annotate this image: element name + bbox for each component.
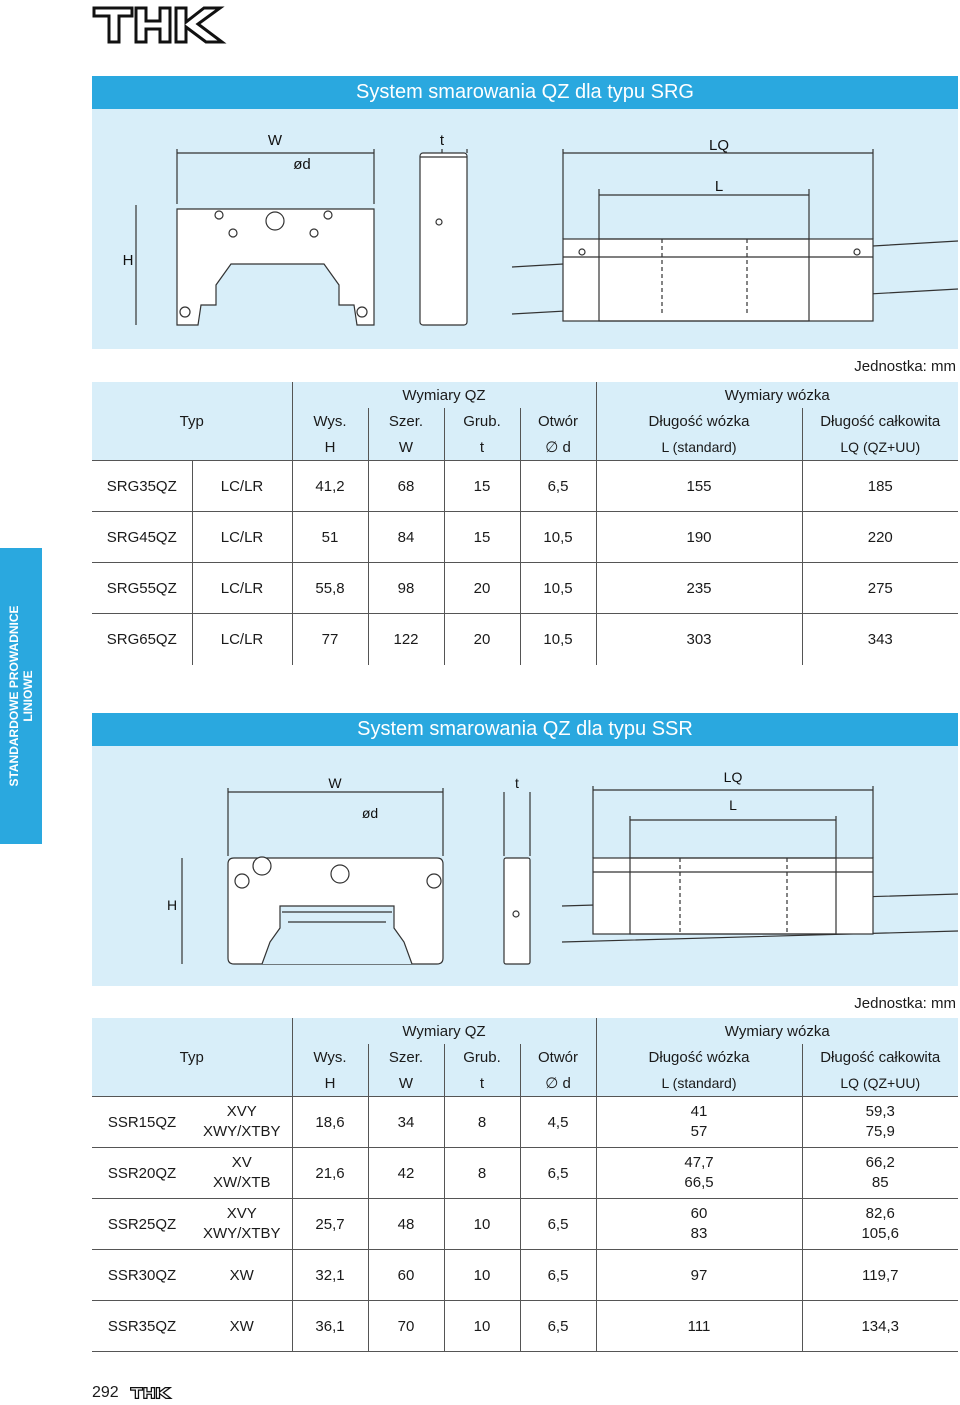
cell-t: 8 bbox=[444, 1097, 520, 1148]
cell-L-2: 66,5 bbox=[684, 1174, 714, 1191]
cell-t: 15 bbox=[444, 461, 520, 512]
ssr-label-H: H bbox=[166, 897, 178, 913]
cell-d: 6,5 bbox=[520, 461, 596, 512]
ssr-diagram bbox=[92, 746, 958, 986]
srg-spec-table bbox=[92, 382, 958, 665]
cell-LQ: 134,3 bbox=[802, 1301, 958, 1352]
table-row bbox=[92, 1301, 958, 1352]
cell-LQ: 343 bbox=[802, 614, 958, 665]
header-sym-LQ: LQ (QZ+UU) bbox=[802, 1070, 958, 1097]
cell-model: SRG55QZ bbox=[92, 563, 192, 614]
cell-LQ: 119,7 bbox=[802, 1250, 958, 1301]
header-group-block: Wymiary wózka bbox=[596, 382, 958, 408]
cell-LQ-2: 105,6 bbox=[861, 1225, 900, 1242]
thk-logo bbox=[92, 4, 232, 46]
table-row bbox=[92, 1250, 958, 1301]
cell-L-2: 57 bbox=[690, 1123, 708, 1140]
header-sym-t: t bbox=[444, 1070, 520, 1097]
header-sym-t: t bbox=[444, 434, 520, 461]
table-header-row bbox=[92, 382, 958, 408]
header-group-qz: Wymiary QZ bbox=[292, 1018, 596, 1044]
srg-oil-hole-icon bbox=[266, 212, 284, 230]
cell-t: 20 bbox=[444, 614, 520, 665]
cell-W: 98 bbox=[368, 563, 444, 614]
cell-LQ: 275 bbox=[802, 563, 958, 614]
header-sym-L: L (standard) bbox=[596, 434, 802, 461]
cell-H: 21,6 bbox=[292, 1148, 368, 1199]
cell-L: 190 bbox=[596, 512, 802, 563]
header-sym-d: d bbox=[562, 439, 571, 456]
cell-variant: XW bbox=[192, 1250, 292, 1301]
cell-L-1: 60 bbox=[690, 1205, 708, 1222]
cell-t: 10 bbox=[444, 1301, 520, 1352]
srg-unit-label: Jednostka: mm bbox=[854, 358, 956, 375]
ssr-label-d: ød bbox=[361, 805, 379, 821]
cell-t: 15 bbox=[444, 512, 520, 563]
cell-H: 41,2 bbox=[292, 461, 368, 512]
header-sym-L: L (standard) bbox=[596, 1070, 802, 1097]
ssr-label-L: L bbox=[729, 797, 737, 813]
cell-H: 55,8 bbox=[292, 563, 368, 614]
ssr-unit-label: Jednostka: mm bbox=[854, 995, 956, 1012]
table-header-row bbox=[92, 1044, 958, 1070]
cell-variant-1: XVY bbox=[226, 1205, 257, 1222]
cell-H: 77 bbox=[292, 614, 368, 665]
cell-t: 10 bbox=[444, 1250, 520, 1301]
cell-t: 20 bbox=[444, 563, 520, 614]
header-sym-W: W bbox=[368, 1070, 444, 1097]
header-sym-W: W bbox=[368, 434, 444, 461]
cell-variant: LC/LR bbox=[192, 563, 292, 614]
cell-L: 235 bbox=[596, 563, 802, 614]
srg-label-LQ: LQ bbox=[708, 137, 730, 154]
header-sym-LQ: LQ (QZ+UU) bbox=[802, 434, 958, 461]
header-sym-d: d bbox=[562, 1075, 571, 1092]
cell-W: 60 bbox=[368, 1250, 444, 1301]
header-szer: Szer. bbox=[368, 408, 444, 434]
cell-d: 10,5 bbox=[520, 614, 596, 665]
header-typ: Typ bbox=[179, 1048, 204, 1066]
srg-diagram bbox=[92, 109, 958, 349]
cell-model: SSR30QZ bbox=[92, 1250, 192, 1301]
header-dl-calk: Długość całkowita bbox=[802, 408, 958, 434]
cell-W: 42 bbox=[368, 1148, 444, 1199]
cell-model: SRG65QZ bbox=[92, 614, 192, 665]
cell-L: 97 bbox=[596, 1250, 802, 1301]
cell-model: SSR20QZ bbox=[92, 1148, 192, 1199]
cell-H: 25,7 bbox=[292, 1199, 368, 1250]
ssr-label-W: W bbox=[328, 775, 342, 791]
ssr-section-title: System smarowania QZ dla typu SSR bbox=[92, 713, 958, 746]
table-row bbox=[92, 461, 958, 512]
cell-t: 10 bbox=[444, 1199, 520, 1250]
cell-LQ-2: 75,9 bbox=[865, 1123, 895, 1140]
cell-H: 18,6 bbox=[292, 1097, 368, 1148]
cell-L-1: 41 bbox=[690, 1103, 708, 1120]
thk-logo-small bbox=[130, 1386, 174, 1400]
cell-W: 68 bbox=[368, 461, 444, 512]
cell-variant: LC/LR bbox=[192, 512, 292, 563]
cell-LQ-1: 66,2 bbox=[865, 1154, 895, 1171]
header-otwor: Otwór bbox=[520, 1044, 596, 1070]
header-wys: Wys. bbox=[292, 1044, 368, 1070]
table-header-row bbox=[92, 1070, 958, 1097]
table-row bbox=[92, 512, 958, 563]
cell-variant: LC/LR bbox=[192, 461, 292, 512]
header-wys: Wys. bbox=[292, 408, 368, 434]
cell-d: 10,5 bbox=[520, 563, 596, 614]
header-otwor: Otwór bbox=[520, 408, 596, 434]
cell-W: 70 bbox=[368, 1301, 444, 1352]
header-typ: Typ bbox=[179, 412, 204, 430]
cell-W: 84 bbox=[368, 512, 444, 563]
header-szer: Szer. bbox=[368, 1044, 444, 1070]
cell-LQ-2: 85 bbox=[871, 1174, 889, 1191]
cell-variant-1: XV bbox=[231, 1154, 252, 1171]
header-grub: Grub. bbox=[444, 408, 520, 434]
cell-t: 8 bbox=[444, 1148, 520, 1199]
ssr-label-t: t bbox=[515, 775, 519, 791]
srg-label-H: H bbox=[122, 252, 134, 269]
cell-H: 51 bbox=[292, 512, 368, 563]
cell-variant: XW bbox=[192, 1301, 292, 1352]
cell-model: SSR15QZ bbox=[92, 1097, 192, 1148]
cell-LQ-1: 82,6 bbox=[865, 1205, 895, 1222]
cell-L-2: 83 bbox=[690, 1225, 708, 1242]
cell-LQ: 220 bbox=[802, 512, 958, 563]
table-row bbox=[92, 563, 958, 614]
diameter-icon: ∅ bbox=[545, 439, 563, 456]
cell-model: SRG35QZ bbox=[92, 461, 192, 512]
ssr-label-LQ: LQ bbox=[723, 769, 743, 785]
cell-d: 4,5 bbox=[520, 1097, 596, 1148]
cell-d: 6,5 bbox=[520, 1148, 596, 1199]
srg-label-t: t bbox=[439, 132, 445, 149]
cell-d: 6,5 bbox=[520, 1301, 596, 1352]
cell-L: 155 bbox=[596, 461, 802, 512]
cell-model: SSR25QZ bbox=[92, 1199, 192, 1250]
srg-label-L: L bbox=[714, 178, 724, 195]
header-dl-wozka: Długość wózka bbox=[596, 408, 802, 434]
table-header-row bbox=[92, 408, 958, 434]
srg-label-W: W bbox=[267, 132, 283, 149]
cell-W: 48 bbox=[368, 1199, 444, 1250]
cell-H: 36,1 bbox=[292, 1301, 368, 1352]
page-number: 292 bbox=[92, 1384, 119, 1401]
header-sym-H: H bbox=[292, 434, 368, 461]
cell-W: 122 bbox=[368, 614, 444, 665]
cell-H: 32,1 bbox=[292, 1250, 368, 1301]
cell-model: SRG45QZ bbox=[92, 512, 192, 563]
ssr-spec-table bbox=[92, 1018, 958, 1352]
srg-label-d: ød bbox=[293, 156, 311, 173]
cell-variant: LC/LR bbox=[192, 614, 292, 665]
cell-L-1: 47,7 bbox=[684, 1154, 714, 1171]
srg-side-body bbox=[420, 153, 467, 325]
table-header-row bbox=[92, 1018, 958, 1044]
cell-variant-2: XWY/XTBY bbox=[202, 1225, 281, 1242]
cell-variant-1: XVY bbox=[226, 1103, 257, 1120]
cell-model: SSR35QZ bbox=[92, 1301, 192, 1352]
cell-variant-2: XWY/XTBY bbox=[202, 1123, 281, 1140]
table-row bbox=[92, 614, 958, 665]
header-group-qz: Wymiary QZ bbox=[292, 382, 596, 408]
cell-W: 34 bbox=[368, 1097, 444, 1148]
header-dl-wozka: Długość wózka bbox=[596, 1044, 802, 1070]
table-header-row bbox=[92, 434, 958, 461]
ssr-block-long bbox=[593, 858, 873, 934]
header-sym-H: H bbox=[292, 1070, 368, 1097]
cell-LQ: 185 bbox=[802, 461, 958, 512]
header-grub: Grub. bbox=[444, 1044, 520, 1070]
section-side-tab bbox=[0, 548, 42, 844]
srg-section-title: System smarowania QZ dla typu SRG bbox=[92, 76, 958, 109]
cell-LQ-1: 59,3 bbox=[865, 1103, 895, 1120]
header-group-block: Wymiary wózka bbox=[596, 1018, 958, 1044]
srg-block-long bbox=[563, 239, 873, 321]
cell-d: 10,5 bbox=[520, 512, 596, 563]
diameter-icon: ∅ bbox=[545, 1075, 563, 1092]
side-tab-line1: STANDARDOWE PROWADNICE bbox=[7, 605, 21, 787]
table-row bbox=[92, 1097, 958, 1148]
cell-L: 111 bbox=[596, 1301, 802, 1352]
cell-d: 6,5 bbox=[520, 1199, 596, 1250]
table-row bbox=[92, 1148, 958, 1199]
header-dl-calk: Długość całkowita bbox=[802, 1044, 958, 1070]
table-row bbox=[92, 1199, 958, 1250]
cell-d: 6,5 bbox=[520, 1250, 596, 1301]
cell-L: 303 bbox=[596, 614, 802, 665]
cell-variant-2: XW/XTB bbox=[212, 1174, 271, 1191]
side-tab-line2: LINIOWE bbox=[21, 670, 35, 722]
